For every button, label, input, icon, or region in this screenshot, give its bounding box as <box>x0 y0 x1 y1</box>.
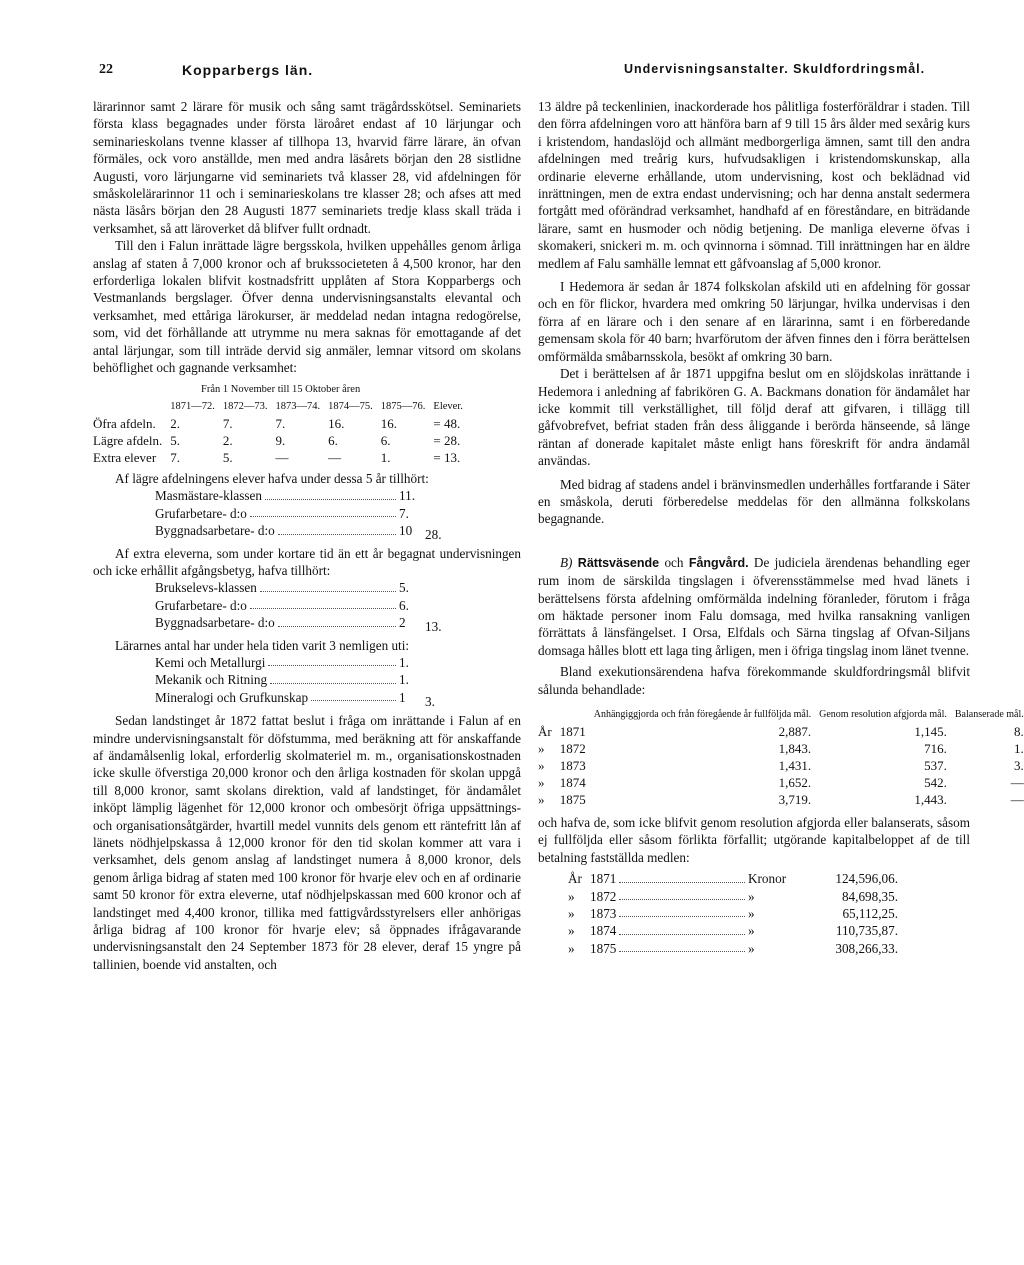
list-item: » 1872 » 84,698,35. <box>568 888 898 904</box>
table-row: Öfra afdeln. 2. 7. 7. 16. 16. = 48. <box>93 415 461 431</box>
list-item: Mineralogi och Grufkunskap 1 3. <box>155 689 435 709</box>
table-row: Extra elever 7. 5. — — 1. = 13. <box>93 449 461 465</box>
claims-table: Anhängiggjorda och från föregående år fullföljda mål. Genom resolution afgjorda mål. Balanserade mål. År 1871 2,887. 1,145. 8. » 1872 1,843. 716. 1. » 1873 1,431. 537. 3. » 1874 1,652. 542. — » 1875 3,719. 1,443. — <box>538 706 1024 808</box>
section-paragraph: B) Rättsväsende och Fångvård. De judiciela ärendenas behandling eger rum inom de särskilda tingslagen i öfverensstämmelse med hvad länets i berättelsens första afdelning omförmälda indelning föranleder, förutom i fråga om häktade personer inom Falu domsaga, med hvilka ransakning vanligen förrättats å länsfängelset. I Orsa, Elfdals och Särna tingslag af Ofvan-Siljans domsaga hålles blott ett laga ting årligen, men i öfriga tingslag inom länet tvenne. <box>538 554 971 658</box>
list-item: Brukselevs-klassen 5. <box>155 580 409 596</box>
paragraph: Af extra eleverna, som under kortare tid än ett år begagnat undervisningen och icke erhållit afgångsbetyg, hafva tillhört: <box>93 545 521 578</box>
table-row: » 1875 3,719. 1,443. — <box>538 792 1024 807</box>
list-item: Grufarbetare- d:o 7. <box>155 505 409 521</box>
right-running-title: Undervisningsanstalter. Skuldfordringsmål. <box>624 62 926 76</box>
table-row: » 1874 1,652. 542. — <box>538 775 1024 790</box>
list-item: » 1875 » 308,266,33. <box>568 940 898 956</box>
table-caption: Från 1 November till 15 Oktober åren <box>201 383 361 395</box>
table-row: » 1873 1,431. 537. 3. <box>538 758 1024 773</box>
table-row: År 1871 2,887. 1,145. 8. <box>538 724 1024 739</box>
paragraph: Lärarnes antal har under hela tiden varit 3 nemligen uti: <box>115 637 410 653</box>
section-title: Rättsväsende <box>577 555 660 570</box>
paragraph: Bland exekutionsärendena hafva förekommande skuldfordringsmål blifvit sålunda behandlade: <box>538 664 970 697</box>
list-item: Byggnadsarbetare- d:o 10 28. <box>155 523 442 543</box>
paragraph: lärarinnor samt 2 lärare för musik och sång samt trägårdsskötsel. Seminariets första klass begagnades under första läroåret endast af 10 lärjungar och seminarieskolans tvenne klasser af tillhopa 13, hvarvid färre lärare, än ofvan förmäles, ock voro anställde, men med andra läsårets början den 28 sistlidne Augusti, voro lärjungarne vid seminariets två klasser 28, vid afdelningen för småskolelärarinnor 11 och i seminarieskolans tre klasser 28; och afses att med nästa läsårs början den 28 Augusti 1877 seminariets tredje klass skall träda i verksamhet, så att läroverket då blifver fullt ordnadt. <box>93 99 521 236</box>
paragraph: och hafva de, som icke blifvit genom resolution afgjorda eller balanserats, såsom ej fullföljda eller såsom förlikta förfallit; utgörande kapitalbeloppet af de till betalning fastställda medlen: <box>538 815 970 865</box>
table-row: Lägre afdeln. 5. 2. 9. 6. 6. = 28. <box>93 432 461 448</box>
left-column <box>93 98 521 973</box>
right-column <box>538 98 1024 957</box>
section-title: Fångvård. <box>688 555 749 570</box>
paragraph: Med bidrag af stadens andel i bränvinsmedlen underhålles fortfarande i Säter en småskola, deruti förberedelse meddelas för den allmänna folkskolans begagnande. <box>538 476 970 527</box>
dotted-list <box>155 487 455 543</box>
paragraph: Till den i Falun inrättade lägre bergsskola, hvilken uppehålles genom årliga anslag af staten å 7,000 kronor och af brukssocieteten å 4,500 kronor, har den erforderliga lokalen blifvit kostnadsfritt upplåten af Stora Kopparbergs och Vestmanlands bergslager. Öfver denna undervisningsanstalts elevantal och verksamhet, med ettåriga lärokurser, är meddelad nedan intagna redogörelse, som, vid det förhållande att utrymme nu mera saknas för emottagande af det antal lärjungar, som till inträde dervid sig anmäler, lemnar vitsord om skolans behöflighet och gagnande verksamhet: <box>93 238 521 376</box>
page-number: 22 <box>99 62 113 77</box>
table-row: » 1872 1,843. 716. 1. <box>538 741 1024 756</box>
dotted-list <box>155 579 455 635</box>
paragraph: Sedan landstinget år 1872 fattat beslut i fråga om inrättande i Falun af en mindre undervisningsanstalt för döfstumma, med beräkning att för anskaffande af ändamålsenlig lokal, erforderlig skolmateriel m. m., organisationskostnaden icke skulle öfverstiga 20,000 kronor och den årliga kostnaden för skolan uppgå till 8,000 kronor, samt skolans direktion, vald af landstinget, för ändamålet inköpt lämplig lägenhet för 12,000 kronor och ombesörjt öfriga uppsättnings- och organisationsåtgärder, hvartill medel vunnits dels genom ett räntefritt lån af länets nödhjelpskassa å 12,000 kronor för den tid skolan kommer att vara i verksamhet, dels genom anslag af landstinget numera å 8,000 kronor, dels genom årliga bidrag af staten med 100 kronor för hvarje elev och en af ordinarie samt 50 kronor för extra eleverne, utaf nödhjelpskassan med 600 kronor och af landstinget med 4,400 kronor, tillika med fattigvårdsstyrelsers eller anhörigas årliga bidrag af 100 kronor för hvarje elev; så öppnades ifrågavarande undervisningsanstalt den 24 September 1873 för 28 elever, deraf 15 yngre på tallinien, boende vid anstalten, och <box>93 713 521 972</box>
list-item: » 1874 » 110,735,87. <box>568 923 898 939</box>
paragraph: Af lägre afdelningens elever hafva under dessa 5 år tillhört: <box>115 470 429 486</box>
section-letter: B) <box>560 554 573 570</box>
list-item: » 1873 » 65,112,25. <box>568 906 898 922</box>
list-item: Byggnadsarbetare- d:o 2 13. <box>155 615 442 635</box>
left-running-title: Kopparbergs län. <box>182 62 314 78</box>
list-item: Grufarbetare- d:o 6. <box>155 597 409 613</box>
list-item: Mekanik och Ritning 1. <box>155 672 409 688</box>
paragraph: I Hedemora är sedan år 1874 folkskolan afskild uti en afdelning för gossar och en för flickor, hvardera med omkring 50 lärjungar, hvilka undervisas i den förra af en lärare och i den senare af en lärarinna, samt i en förberedande gemensam skola för 40 barn; hvarförutom der äfven finnes den i förra berättelsen omförmälda småbarnsskola, besökt af omkring 30 barn. <box>538 279 970 364</box>
amounts-list <box>568 870 898 957</box>
students-table: 1871—72. 1872—73. 1873—74. 1874—75. 1875—76. Elever. Öfra afdeln. 2. 7. 7. 16. 16. = 48. Lägre afdeln. 5. 2. 9. 6. 6. = 28. Extra elever 7. 5. — — 1. = 13. <box>93 398 467 466</box>
list-item: Kemi och Metallurgi 1. <box>155 654 409 670</box>
list-item: Masmästare-klassen 11. <box>155 488 415 504</box>
dotted-list <box>155 654 455 709</box>
paragraph: 13 äldre på teckenlinien, inackorderade hos pålitliga fosterföräldrar i staden. Till den förra afdelningen voro att hänföra barn af 9 till 15 års ålder med sexårig kurs i kristendom, handaslöjd och allmänt medborgerliga ämnen, samt till den andra afdelningen med treårig kurs, hufvudsakligen i kristendomskunskap, alla ordinarie eleverne erhållande, utom undervisning, kost och beklädnad vid inrättningen, men de extra endast undervisning; och har denna anstalt sedermera fortgått med oförändrad verksamhet, handhafd af en föreståndare, en biträdande lärare, samt en husmoder och nödig betjening. De manliga eleverne öfvas i skomakeri, snickeri m. m. och qvinnorna i sömnad. Till inrättningen har en äldre medlem af Falu samhälle lemnat ett gåfvoanslag af 5,000 kronor. <box>538 99 970 271</box>
paragraph: Det i berättelsen af år 1871 uppgifna beslut om en slöjdskolas inrättande i Hedemora i anledning af fabrikören G. A. Backmans donation för ändamålet har icke kommit till verkställighet, till följd deraf att gifvaren, i tillägg till gåfvobrefvet, befriat staden från dess åliggande i berörda hänseende, så länge räntan af donerade kapitalet måste enligt hans föreskrift för andra ändamål användas. <box>538 366 970 469</box>
list-item: År 1871 Kronor 124,596,06. <box>568 871 898 887</box>
